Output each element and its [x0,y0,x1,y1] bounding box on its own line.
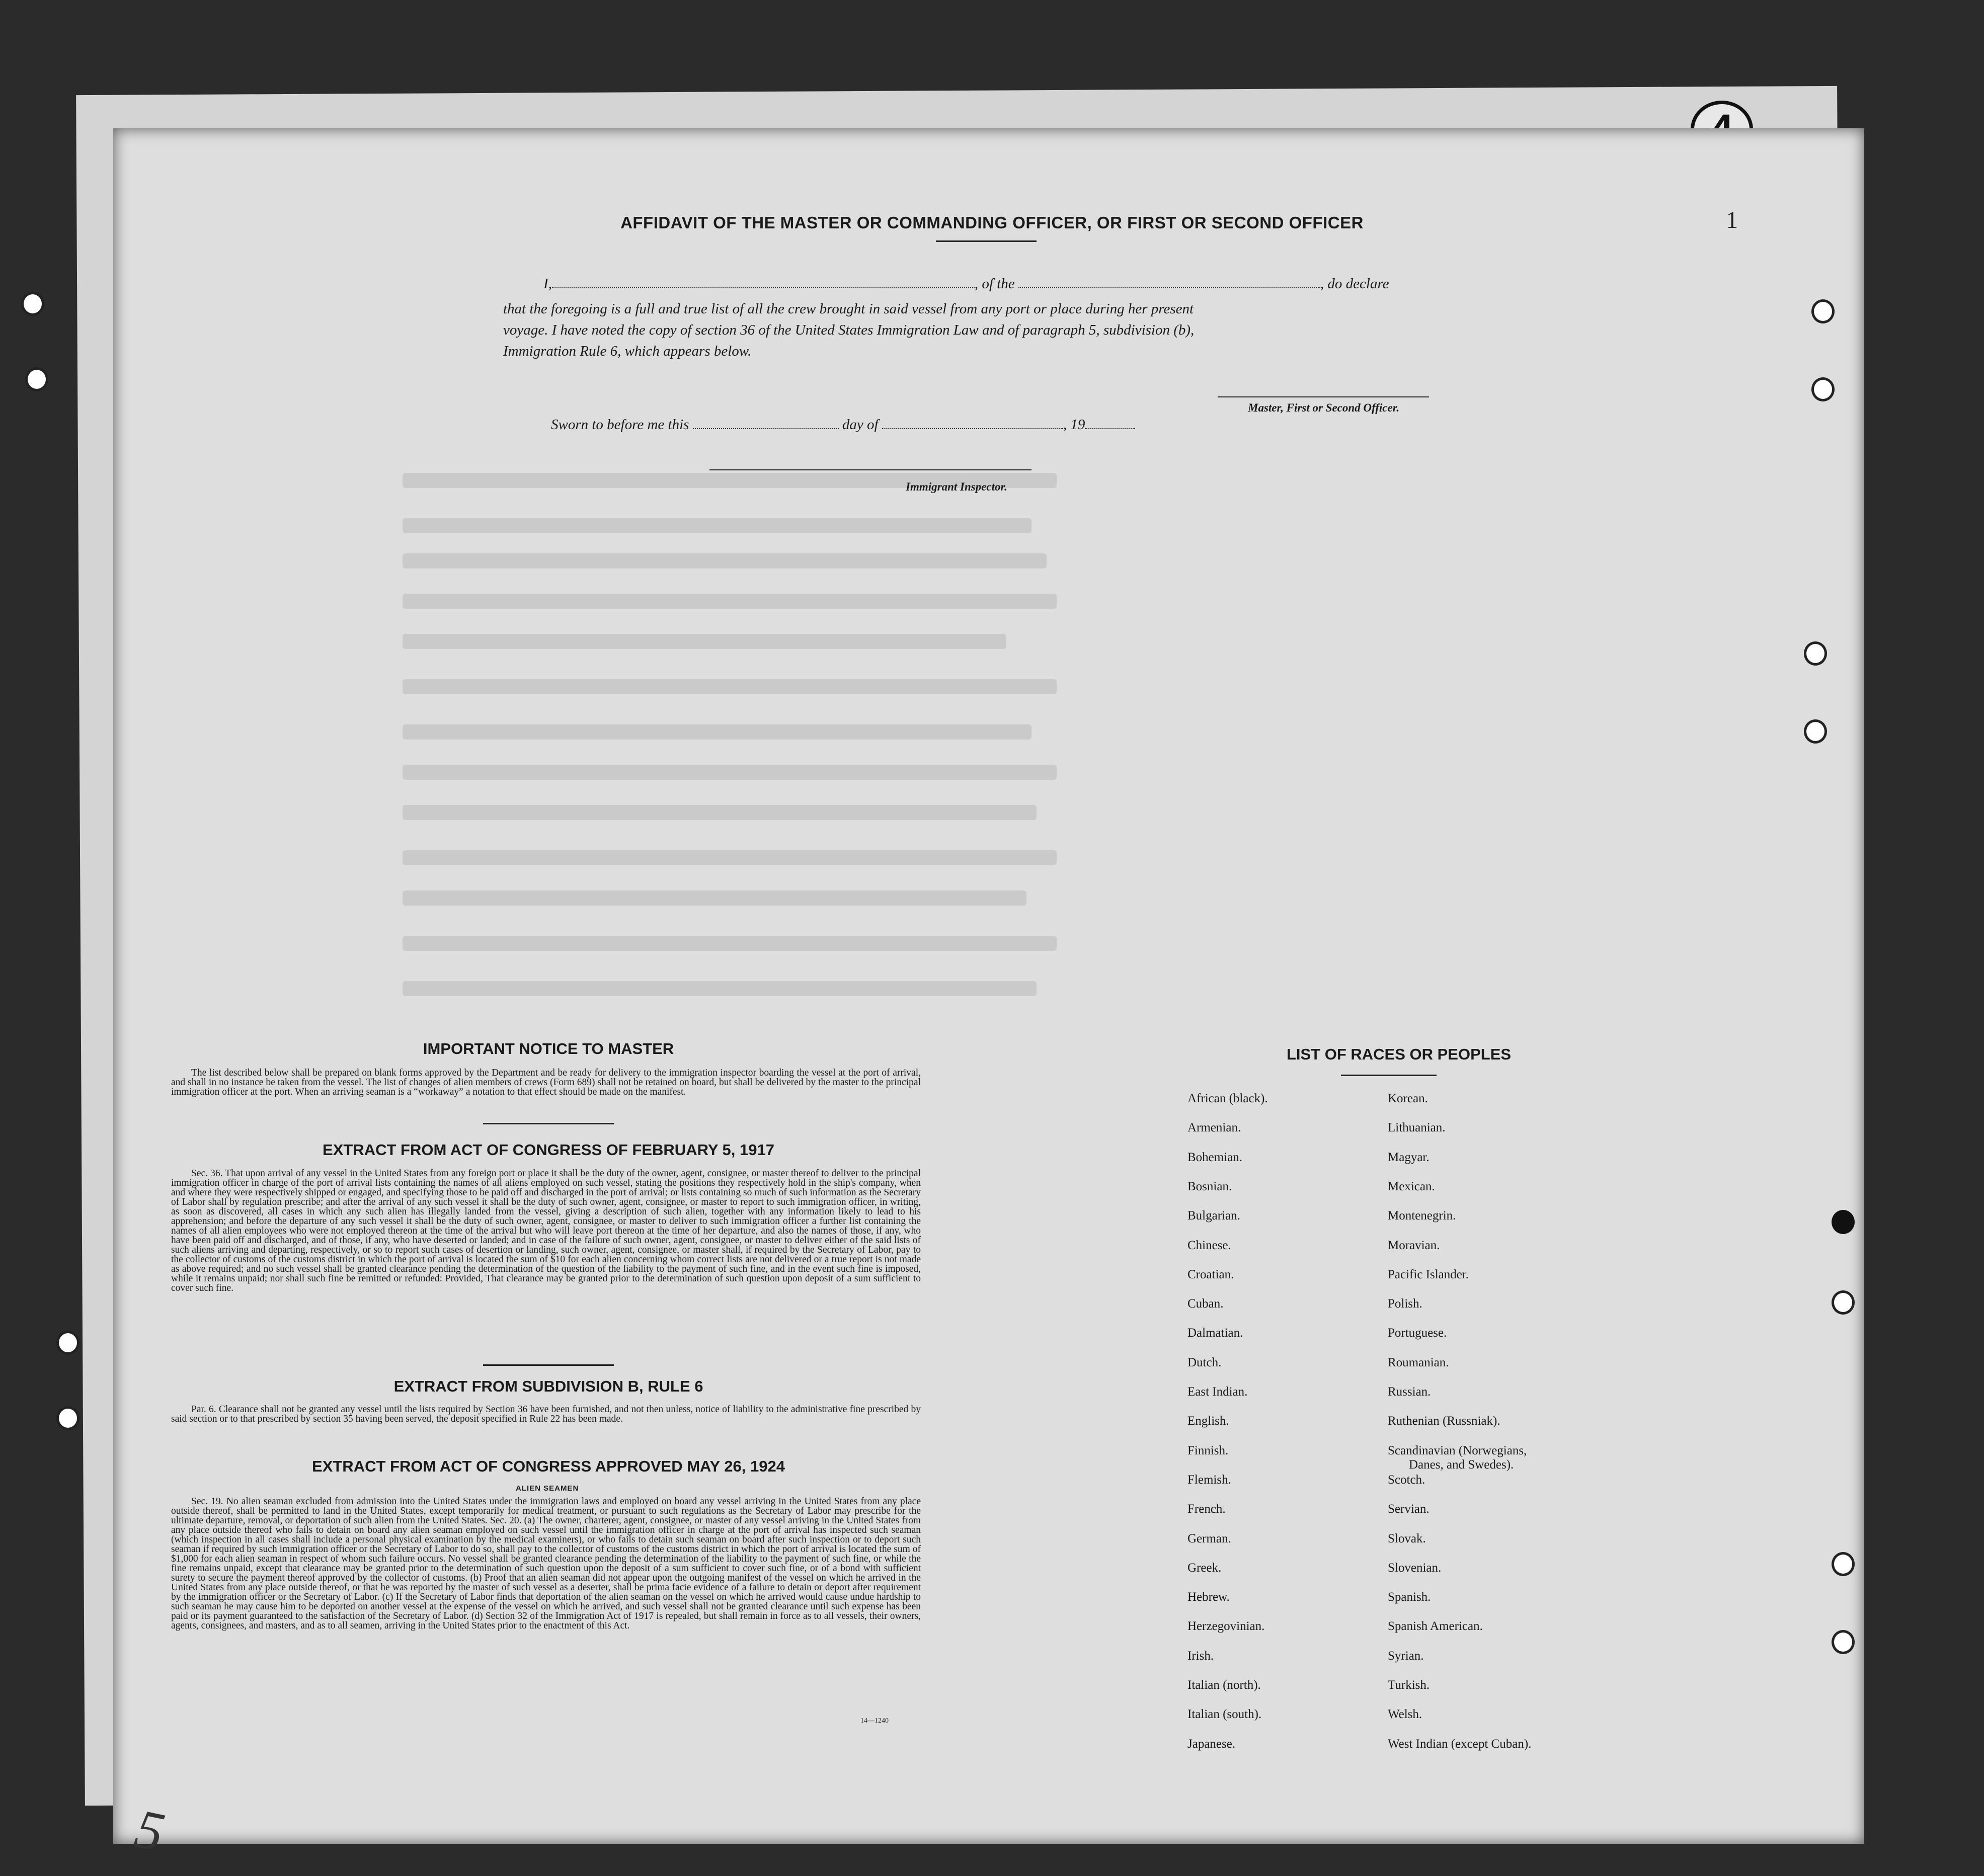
rule6-text: Par. 6. Clearance shall not be granted any vessel until the lists required by Section 36 have been furnished, and not then unless, notice of liability to the administrative fine prescribed by said section or to that prescribed by section 35 having been served, the deposit specified in Rule 22 has been made. [171,1404,921,1424]
race-item-continuation: Danes, and Swedes). [1409,1458,1514,1472]
race-item: Finnish. [1187,1444,1229,1457]
race-item: West Indian (except Cuban). [1388,1737,1532,1751]
corner-mark: 1 [1726,207,1738,233]
race-item: Moravian. [1388,1239,1440,1252]
binder-hole [1811,299,1835,323]
race-item: Turkish. [1388,1678,1430,1692]
race-item: Slovak. [1388,1532,1426,1545]
alien-seamen-subheading: ALIEN SEAMEN [516,1484,579,1493]
race-item: Irish. [1187,1649,1214,1663]
race-item: Bohemian. [1187,1151,1243,1164]
binder-hole [25,367,48,391]
race-item: Bulgarian. [1187,1209,1240,1222]
extract-1924-heading: EXTRACT FROM ACT OF CONGRESS APPROVED MAY 26, 1924 [312,1457,785,1475]
binder-hole [56,1406,80,1430]
race-item: Hebrew. [1187,1590,1230,1604]
divider [483,1364,614,1366]
extract-1917-text: Sec. 36. That upon arrival of any vessel in the United States from any foreign port or place it shall be the duty of the owner, agent, consignee, or master thereof to deliver to the principal immigration officer in charge of the port of arrival lists containing the names of all aliens employed on such vessel, stating the positions they respectively hold in the ship's company, when and where they were respectively shipped or engaged, and specifying those to be paid off and discharged in the port of arrival; or lists containing so much of such information as the Secretary of Labor shall by regulation prescribe; and after the arrival of any such vessel it shall be the duty of such owner, agent, consignee, or master to report to such immigration officer, in writing, as soon as discovered, all cases in which any such alien has illegally landed from the vessel, giving a description of such alien, together with any information likely to lead to his apprehension; and before the departure of any such vessel it shall be the duty of such owner, agent, consignee, or master to deliver to such immigration officer a further list containing the names of all alien employees who were not employed thereon at the time of the arrival but who will leave port thereon at the time of her departure, and also the names of those, if any, who have been paid off and discharged, and of those, if any, who have deserted or landed; and in case of the failure of such owner, agent, consignee, or master to deliver either of the said lists of such aliens arriving and departing, respectively, or so to report such cases of desertion or landing, such owner, agent, consignee, or master shall, if required by the Secretary of Labor, pay to the collector of customs of the customs district in which the port of arrival is located the sum of $10 for each alien concerning whom correct lists are not delivered or a true report is not made as above required; and no such vessel shall be granted clearance pending the determination of the question of the liability to the payment of such fine, and in the event such fine is imposed, while it remains unpaid; nor shall such fine be remitted or refunded: Provided, That clearance may be granted prior to the determination of such question upon deposit of a sum sufficient to cover such fine. [171,1168,921,1293]
race-item: Italian (south). [1187,1707,1262,1721]
race-item: Greek. [1187,1561,1222,1575]
affidavit-text-line: that the foregoing is a full and true list of all the crew brought in said vessel from any port or place during her present [503,301,1194,317]
affidavit-text-line: voyage. I have noted the copy of section 36 of the United States Immigration Law and of paragraph 5, subdivision (b), [503,322,1195,338]
extract-1924-text: Sec. 19. No alien seaman excluded from admission into the United States under the immigration laws and employed on board any vessel arriving in the United States from any place outside thereof, shall be permitted to land in the United States, except temporarily for medical treatment, or pursuant to such regulations as the Secretary of Labor may prescribe for the ultimate departure, removal, or deportation of such alien from the United States. Sec. 20. (a) The owner, charterer, agent, consignee, or master of any vessel arriving in the United States from any place outside thereof who fails to detain on board any alien seaman employed on such vessel until the immigration officer in charge at the port of arrival has inspected such seaman (which inspection in all cases shall include a personal physical examination by the medical examiners), or who fails to detain such seaman on board after such inspection or to deport such seaman if required by such immigration officer or the Secretary of Labor to do so, shall pay to the collector of customs of the customs district in which the port of arrival is located the sum of $1,000 for each alien seaman in respect of whom such failure occurs. No vessel shall be granted clearance pending the determination of the liability to the payment of such fine, or while the fine remains unpaid, except that clearance may be granted prior to the determination of such question upon the deposit of a sum sufficient to cover such fine, or of a bond with sufficient surety to secure the payment thereof approved by the collector of customs. (b) Proof that an alien seaman did not appear upon the outgoing manifest of the vessel on which he arrived in the United States from any place outside thereof, or that he was reported by the master of such vessel as a deserter, shall be prima facie evidence of a failure to detain or deport after requirement by the immigration officer or the Secretary of Labor. (c) If the Secretary of Labor finds that deportation of the alien seaman on the vessel on which he arrived would cause undue hardship to such seaman he may cause him to be deported on another vessel at the expense of the vessel on which he arrived, and such vessel shall not be granted clearance until such expense has been paid or its payment guaranteed to the satisfaction of the Secretary of Labor. (d) Section 32 of the Immigration Act of 1917 is repealed, but shall remain in force as to all vessels, their owners, agents, consignees, and masters, and as to all seamen, arriving in the United States prior to the enactment of this Act. [171,1496,921,1631]
title-rule [936,240,1037,242]
race-item: Dutch. [1187,1356,1222,1369]
races-title-rule [1341,1075,1437,1076]
race-item: Scotch. [1388,1473,1425,1487]
affidavit-title: AFFIDAVIT OF THE MASTER OR COMMANDING OFFICER, OR FIRST OR SECOND OFFICER [620,213,1364,232]
race-item: Spanish. [1388,1590,1431,1604]
race-item: Bosnian. [1187,1180,1232,1193]
race-item: Montenegrin. [1388,1209,1456,1222]
race-item: Mexican. [1388,1180,1435,1193]
binder-hole [1804,641,1827,666]
notice-heading: IMPORTANT NOTICE TO MASTER [423,1040,674,1057]
race-item: Italian (north). [1187,1678,1261,1692]
form-number: 14—1240 [860,1717,889,1725]
race-item: Lithuanian. [1388,1121,1446,1134]
affidavit-text-line: Immigration Rule 6, which appears below. [503,343,752,359]
race-item: Ruthenian (Russniak). [1388,1414,1500,1428]
race-item: Russian. [1388,1385,1431,1399]
race-item: English. [1187,1414,1229,1428]
binder-hole [21,292,44,316]
notice-text: The list described below shall be prepared on blank forms approved by the Department and be ready for delivery to the immigration inspector boarding the vessel at the port of arrival, and shall in no instance be taken from the vessel. The list of changes of alien members of crews (Form 689) shall not be retained on board, but shall be delivered by the master to the principal immigration officer at the port. When an arriving seaman is a “workaway” a notation to that effect should be made on the manifest. [171,1068,921,1097]
race-item: French. [1187,1502,1226,1516]
inspector-caption: Immigrant Inspector. [906,480,1007,493]
race-item: Polish. [1388,1297,1422,1311]
binder-hole [1832,1552,1855,1576]
binder-hole [56,1331,80,1355]
extract-1917-heading: EXTRACT FROM ACT OF CONGRESS OF FEBRUARY 5, 1917 [323,1141,774,1159]
race-item: Korean. [1388,1092,1428,1105]
race-item: Roumanian. [1388,1356,1449,1369]
race-item: Spanish American. [1388,1619,1483,1633]
divider [483,1123,614,1124]
race-item: German. [1187,1532,1231,1545]
pencil-mark: 5 [130,1797,170,1863]
sworn-line: Sworn to before me this day of , 19 [551,417,1135,433]
race-item: Armenian. [1187,1121,1241,1134]
race-item: African (black). [1187,1092,1268,1105]
race-item: Slovenian. [1388,1561,1442,1575]
race-item: Syrian. [1388,1649,1424,1663]
rule6-heading: EXTRACT FROM SUBDIVISION B, RULE 6 [393,1377,703,1395]
race-item: Welsh. [1388,1707,1422,1721]
race-item: Cuban. [1187,1297,1224,1311]
race-item: Servian. [1388,1502,1430,1516]
race-item: Scandinavian (Norwegians, Danes, and Swedes). [1388,1444,1527,1472]
race-item: Chinese. [1187,1239,1231,1252]
inspector-line [709,469,1031,470]
race-item: East Indian. [1187,1385,1248,1399]
race-item: Dalmatian. [1187,1326,1243,1340]
race-item: Flemish. [1187,1473,1231,1487]
signature-line [1218,396,1429,397]
signature-caption: Master, First or Second Officer. [1248,401,1400,414]
binder-hole [1832,1290,1855,1315]
declaration-line: I, , of the , do declare [543,276,1389,292]
race-item: Japanese. [1187,1737,1236,1751]
race-item: Pacific Islander. [1388,1268,1469,1281]
binder-hole [1832,1210,1855,1234]
race-item: Croatian. [1187,1268,1234,1281]
race-item: Magyar. [1388,1151,1430,1164]
binder-hole [1811,377,1835,401]
races-title: LIST OF RACES OR PEOPLES [1286,1045,1512,1063]
race-item: Herzegovinian. [1187,1619,1265,1633]
race-item: Portuguese. [1388,1326,1447,1340]
binder-hole [1804,719,1827,744]
binder-hole [1832,1630,1855,1654]
